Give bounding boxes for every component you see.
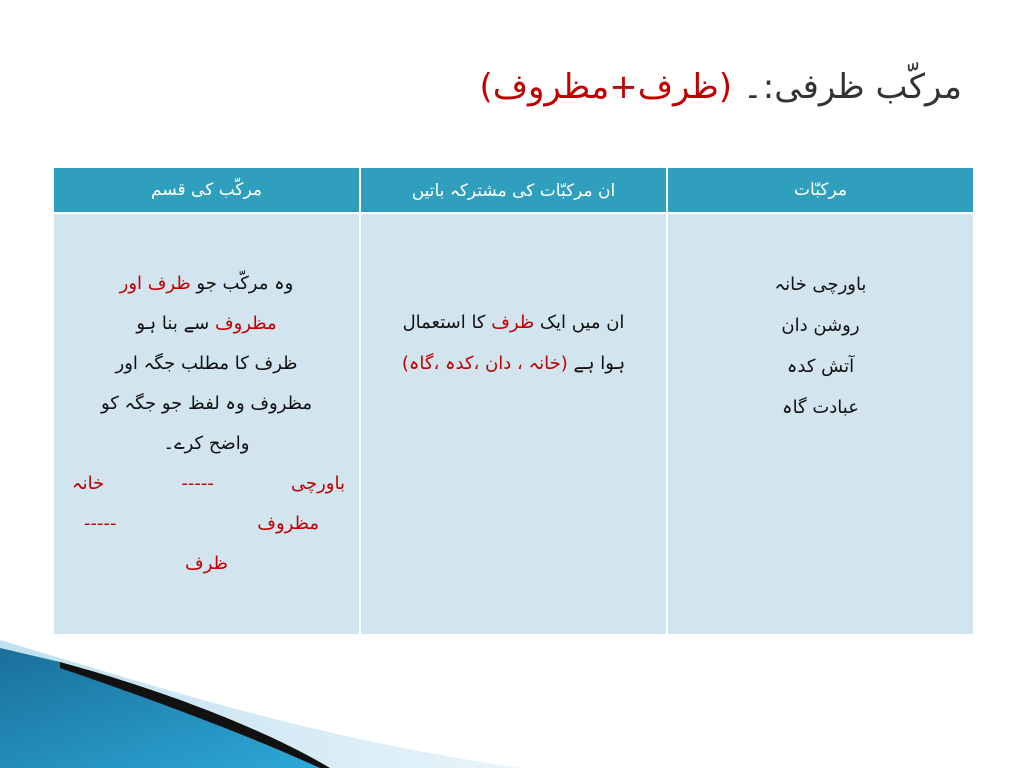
table-header-row xyxy=(53,167,974,213)
type-line-4: مظروف وہ لفظ جو جگہ کو xyxy=(100,393,313,414)
header-compound-type: مرکّب کی قسم xyxy=(53,167,360,213)
examples-cell xyxy=(667,213,974,635)
type-line-3: ظرف کا مطلب جگہ اور xyxy=(115,353,298,374)
header-common-features: ان مرکبّات کی مشترکہ باتیں xyxy=(360,167,667,213)
table-row xyxy=(53,213,974,635)
common-highlight: (خانہ ، دان ،کدہ ،گاہ) xyxy=(401,353,568,374)
compound-type-cell xyxy=(53,213,360,635)
example-item: عبادت گاہ xyxy=(782,397,859,418)
type-example-label: مظروف xyxy=(257,513,319,534)
type-example-dash: ----- xyxy=(84,513,117,534)
title-main: مرکّب ظرفی:۔ xyxy=(732,67,962,107)
common-highlight: ظرف xyxy=(491,312,535,333)
common-features-cell xyxy=(360,213,667,635)
header-compounds: مرکبّات xyxy=(667,167,974,213)
common-line-2 xyxy=(361,343,666,384)
type-text: سے بنا ہو xyxy=(136,313,215,334)
type-line-5: واضح کرے۔ xyxy=(163,433,250,454)
example-item: آتش کدہ xyxy=(786,356,855,377)
type-text: وہ مرکّب جو xyxy=(190,273,294,294)
type-example-dash: ----- xyxy=(181,473,214,494)
common-text: ان میں ایک xyxy=(534,312,625,333)
type-example-word: خانہ xyxy=(72,473,105,494)
type-example-labels xyxy=(54,504,359,544)
type-highlight: ظرف اور xyxy=(119,273,191,294)
type-highlight: مظروف xyxy=(214,313,277,334)
type-line-2 xyxy=(54,304,359,344)
example-item: باورچی خانہ xyxy=(774,274,867,295)
compound-table xyxy=(52,166,975,636)
type-example-label-2: ظرف xyxy=(185,553,228,574)
slide-title xyxy=(60,62,962,112)
title-highlight: (ظرف+مظروف) xyxy=(479,67,733,107)
type-example-line xyxy=(54,464,359,504)
common-text: ہوا ہے xyxy=(567,353,626,374)
common-line-1 xyxy=(361,302,666,343)
decorative-swoosh xyxy=(0,640,520,768)
common-text: کا استعمال xyxy=(402,312,492,333)
type-example-word: باورچی xyxy=(290,473,345,494)
type-line-1 xyxy=(54,264,359,304)
example-item: روشن دان xyxy=(781,315,860,336)
